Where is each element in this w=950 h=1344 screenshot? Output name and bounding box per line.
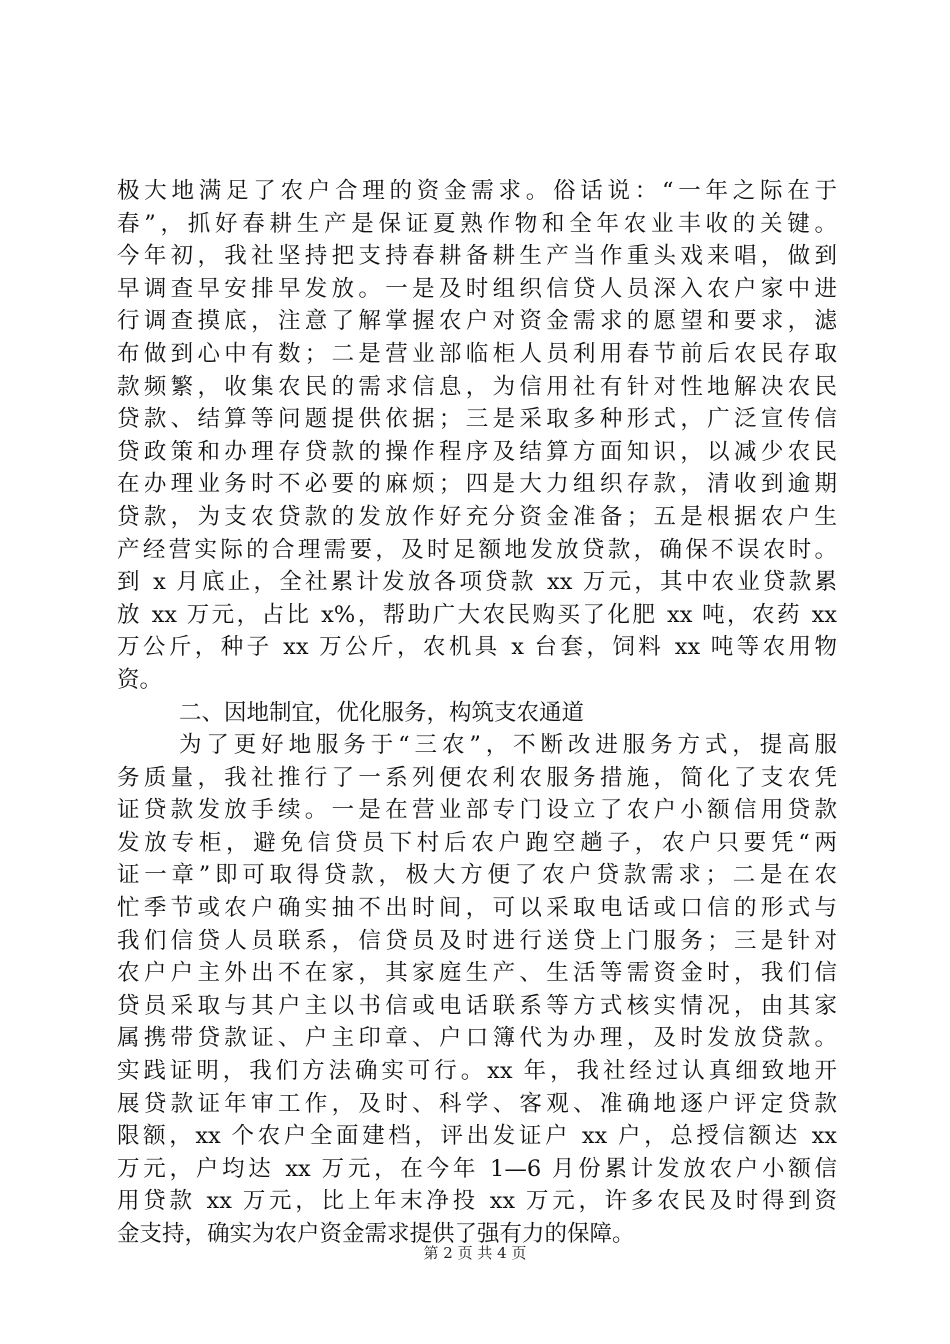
paragraph-line: 在办理业务时不必要的麻烦；四是大力组织存款，清收到逾期 [117, 471, 837, 498]
paragraph-line: 极大地满足了农户合理的资金需求。俗话说：“一年之际在于 [117, 178, 837, 204]
paragraph-line: 行调查摸底，注意了解掌握农户对资金需求的愿望和要求，滤 [117, 308, 837, 335]
paragraph-line: 贷款，为支农贷款的发放作好充分资金准备；五是根据农户生 [117, 503, 837, 530]
paragraph-line: 早调查早安排早发放。一是及时组织信贷人员深入农户家中进 [117, 275, 837, 302]
paragraph-line: 万元，户均达 xx 万元，在今年 1—6 月份累计发放农户小额信 [117, 1155, 837, 1182]
paragraph-line: 贷政策和办理存贷款的操作程序及结算方面知识，以减少农民 [117, 438, 837, 465]
paragraph-line: 春”，抓好春耕生产是保证夏熟作物和全年农业丰收的关键。 [117, 210, 837, 237]
paragraph-line: 发放专柜，避免信贷员下村后农户跑空趟子，农户只要凭“两 [117, 829, 837, 856]
paragraph-line: 布做到心中有数；二是营业部临柜人员利用春节前后农民存取 [117, 340, 837, 367]
paragraph-line: 实践证明，我们方法确实可行。xx 年，我社经过认真细致地开 [117, 1058, 837, 1085]
paragraph-line: 我们信贷人员联系，信贷员及时进行送贷上门服务；三是针对 [117, 927, 837, 954]
paragraph-line: 贷款、结算等问题提供依据；三是采取多种形式，广泛宣传信 [117, 406, 837, 433]
paragraph-line: 今年初，我社坚持把支持春耕备耕生产当作重头戏来唱，做到 [117, 243, 837, 270]
paragraph-line: 产经营实际的合理需要，及时足额地发放贷款，确保不误农时。 [117, 536, 837, 563]
paragraph-line: 务质量，我社推行了一系列便农利农服务措施，简化了支农凭 [117, 764, 837, 791]
paragraph-line: 展贷款证年审工作，及时、科学、客观、准确地逐户评定贷款 [117, 1090, 837, 1117]
paragraph-line: 金支持，确实为农户资金需求提供了强有力的保障。 [117, 1221, 635, 1247]
paragraph-line: 为了更好地服务于“三农”，不断改进服务方式，提高服 [179, 732, 837, 759]
page-number-footer: 第 2 页 共 4 页 [423, 1244, 527, 1262]
paragraph-line: 忙季节或农户确实抽不出时间，可以采取电话或口信的形式与 [117, 895, 837, 922]
paragraph-line: 农户户主外出不在家，其家庭生产、生活等需资金时，我们信 [117, 960, 837, 987]
paragraph-line: 贷员采取与其户主以书信或电话联系等方式核实情况，由其家 [117, 992, 837, 1019]
paragraph-line: 证一章”即可取得贷款，极大方便了农户贷款需求；二是在农 [117, 862, 837, 889]
paragraph-line: 用贷款 xx 万元，比上年末净投 xx 万元，许多农民及时得到资 [117, 1188, 837, 1215]
paragraph-line: 资。 [117, 666, 163, 693]
document-body [117, 175, 837, 1251]
paragraph-line: 到 x 月底止，全社累计发放各项贷款 xx 万元，其中农业贷款累 [117, 569, 837, 596]
paragraph-line: 款频繁，收集农民的需求信息，为信用社有针对性地解决农民 [117, 373, 837, 400]
paragraph-line: 放 xx 万元，占比 x%，帮助广大农民购买了化肥 xx 吨，农药 xx [117, 601, 837, 628]
paragraph-line: 限额，xx 个农户全面建档，评出发证户 xx 户，总授信额达 xx [117, 1123, 837, 1150]
paragraph-line: 证贷款发放手续。一是在营业部专门设立了农户小额信用贷款 [117, 797, 837, 824]
section-heading: 二、因地制宜，优化服务，构筑支农通道 [179, 699, 585, 726]
paragraph-line: 属携带贷款证、户主印章、户口簿代为办理，及时发放贷款。 [117, 1025, 837, 1052]
paragraph-line: 万公斤，种子 xx 万公斤，农机具 x 台套，饲料 xx 吨等农用物 [117, 634, 837, 661]
